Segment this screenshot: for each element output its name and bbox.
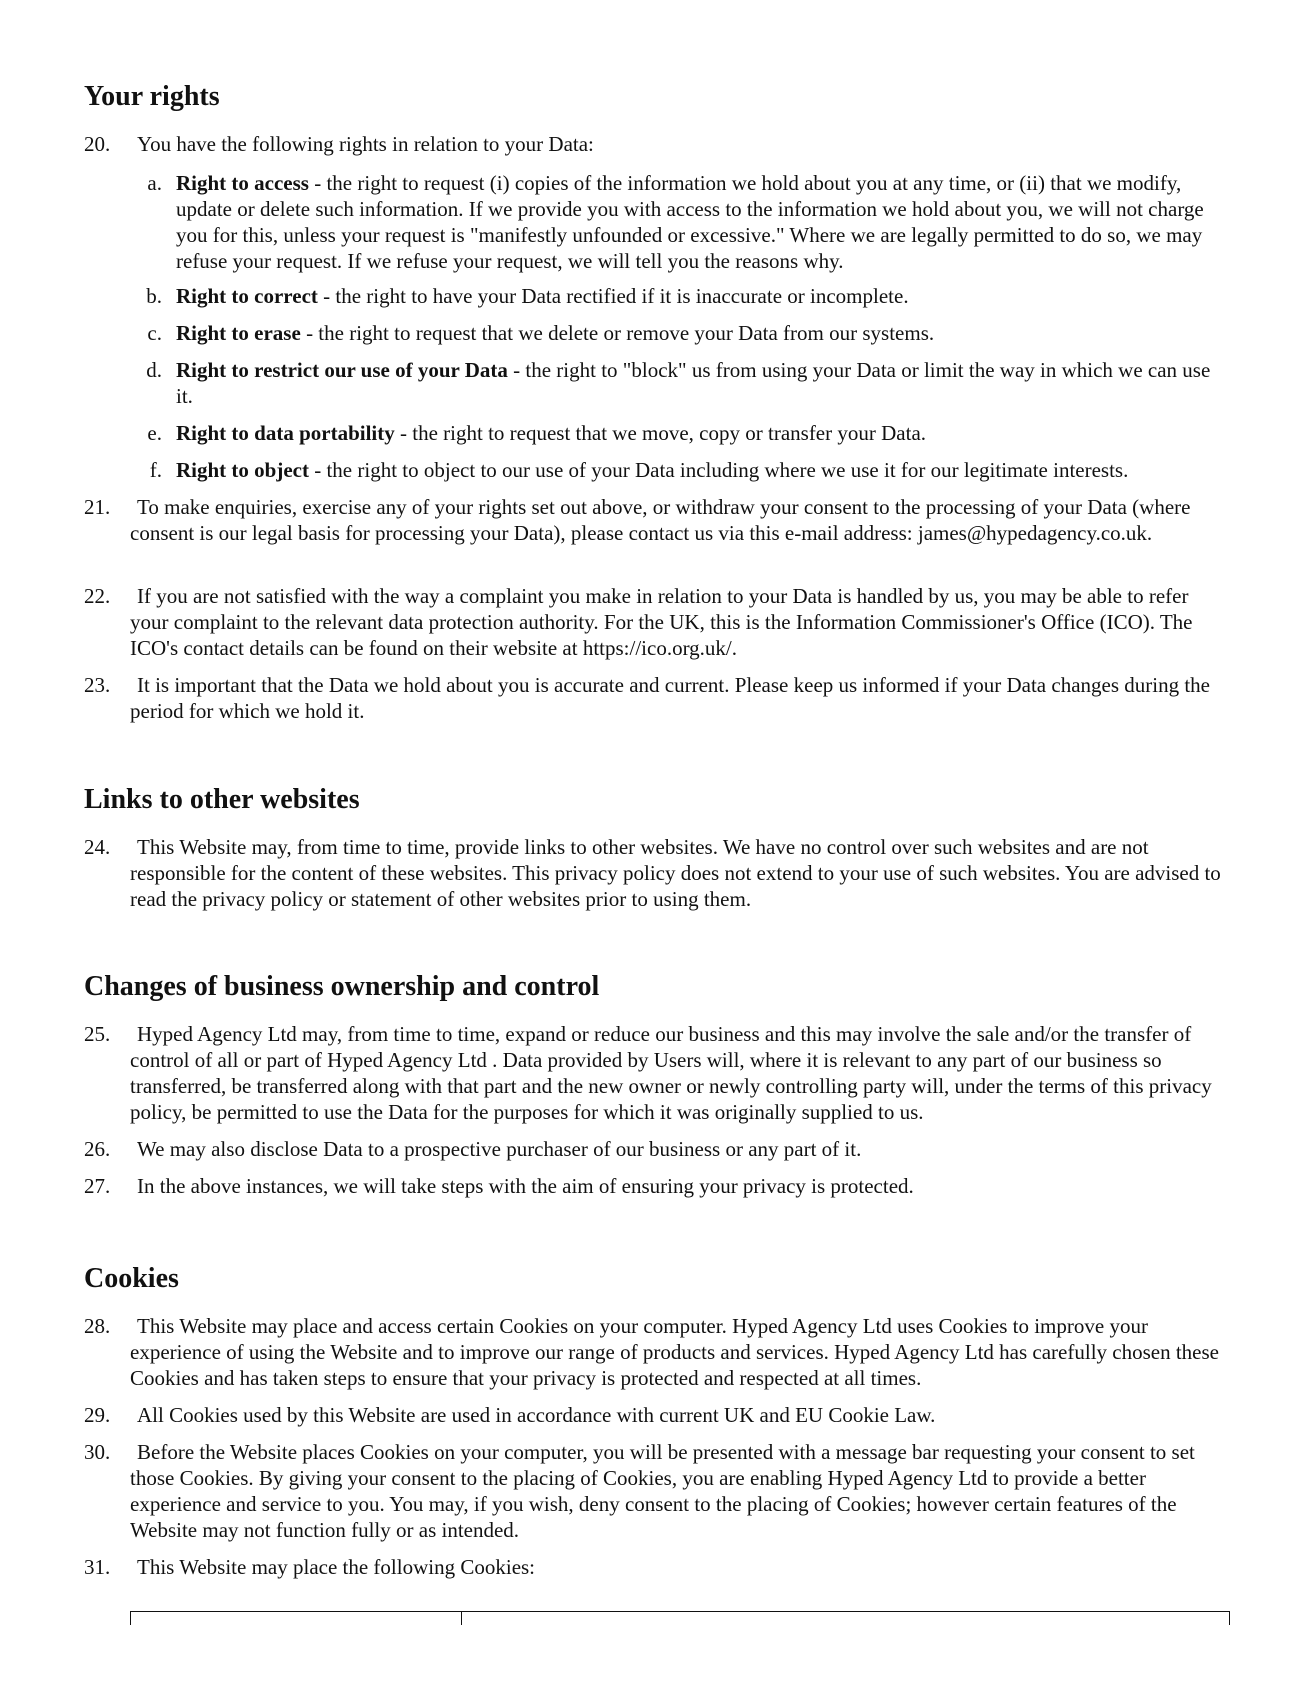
right-term: Right to object [176, 458, 309, 482]
right-to-portability-item [176, 420, 1221, 446]
right-term: Right to access [176, 171, 309, 195]
paragraph-22: If you are not satisfied with the way a complaint you make in relation to your Data is handled by us, you may be able to refer your complaint to the relevant data protection authority. For the UK, this is the Information Commissioner's Office (ICO). The ICO's contact details can be found on their website at https://ico.org.uk/. [130, 584, 1193, 660]
paragraph-27: In the above instances, we will take steps with the aim of ensuring your privacy is protected. [137, 1174, 914, 1198]
section-heading-cookies: Cookies [84, 1263, 179, 1294]
right-to-correct-item [176, 283, 1221, 309]
paragraph-number: 31. [84, 1555, 111, 1579]
list-item-letter: b. [146, 284, 162, 308]
section-heading-links: Links to other websites [84, 784, 360, 815]
right-term: Right to data portability [176, 421, 395, 445]
right-term: Right to correct [176, 284, 318, 308]
right-to-restrict-item [176, 357, 1221, 409]
right-to-object-item [176, 457, 1221, 483]
section-heading-your-rights: Your rights [84, 81, 220, 112]
paragraph-30: Before the Website places Cookies on your computer, you will be presented with a message bar requesting your consent to set those Cookies. By giving your consent to the placing of Cookies, you are enabling Hyped Agency Ltd to provide a better experience and service to you. You may, if you wish, deny consent to the placing of Cookies; however certain features of the Website may not function fully or as intended. [130, 1440, 1195, 1542]
right-description: - the right to request (i) copies of the information we hold about you at any time, or (ii) that we modify, update or delete such information. If we provide you with access to the information we hold about you, we will not charge you for this, unless your request is "manifestly unfounded or excessive." Where we are legally permitted to do so, we may refuse your request. If we refuse your request, we will tell you the reasons why. [176, 171, 1204, 273]
paragraph-29: All Cookies used by this Website are used in accordance with current UK and EU Cookie Law. [137, 1403, 936, 1427]
right-to-erase-item [176, 320, 1221, 346]
list-item-letter: e. [147, 421, 162, 445]
section-heading-ownership: Changes of business ownership and control [84, 971, 600, 1002]
cookies-table [130, 1611, 1230, 1625]
paragraph-number: 28. [84, 1314, 111, 1338]
right-description: - the right to request that we delete or remove your Data from our systems. [300, 321, 935, 345]
right-description: - the right to "block" us from using your Data or limit the way in which we can use it. [176, 358, 1211, 408]
paragraph-number: 23. [84, 673, 111, 697]
paragraph-24: This Website may, from time to time, provide links to other websites. We have no control over such websites and are not responsible for the content of these websites. This privacy policy does not extend to your use of such websites. You are advised to read the privacy policy or statement of other websites prior to using them. [130, 835, 1221, 911]
list-item-letter: c. [147, 321, 162, 345]
paragraph-number: 27. [84, 1174, 111, 1198]
paragraph-21: To make enquiries, exercise any of your rights set out above, or withdraw your consent to the processing of your Data (where consent is our legal basis for processing your Data), please contact us via this e-mail address: james@hypedagency.co.uk. [130, 495, 1191, 545]
paragraph-number: 30. [84, 1440, 111, 1464]
right-description: - the right to object to our use of your Data including where we use it for our legitimate interests. [308, 458, 1129, 482]
right-description: - the right to have your Data rectified if it is inaccurate or incomplete. [317, 284, 909, 308]
paragraph-28: This Website may place and access certain Cookies on your computer. Hyped Agency Ltd uses Cookies to improve your experience of using the Website and to improve our range of products and services. Hyped Agency Ltd has carefully chosen these Cookies and has taken steps to ensure that your privacy is protected and respected at all times. [130, 1314, 1219, 1390]
list-item-letter: d. [146, 358, 162, 382]
paragraph-31: This Website may place the following Cookies: [137, 1555, 536, 1579]
paragraph-number: 29. [84, 1403, 111, 1427]
list-item-letter: a. [147, 171, 162, 195]
list-item-letter: f. [149, 458, 162, 482]
paragraph-26: We may also disclose Data to a prospective purchaser of our business or any part of it. [137, 1137, 862, 1161]
paragraph-number: 20. [84, 132, 111, 156]
paragraph-number: 26. [84, 1137, 111, 1161]
right-description: - the right to request that we move, copy or transfer your Data. [394, 421, 927, 445]
right-term: Right to restrict our use of your Data [176, 358, 508, 382]
paragraph-25: Hyped Agency Ltd may, from time to time, expand or reduce our business and this may involve the sale and/or the transfer of control of all or part of Hyped Agency Ltd . Data provided by Users will, where it is relevant to any part of our business so transferred, be transferred along with that part and the new owner or newly controlling party will, under the terms of this privacy policy, be permitted to use the Data for the purposes for which it was originally supplied to us. [130, 1022, 1212, 1124]
paragraph-number: 22. [84, 584, 111, 608]
paragraph-20: You have the following rights in relation to your Data: [137, 132, 594, 156]
paragraph-number: 21. [84, 495, 111, 519]
paragraph-23: It is important that the Data we hold about you is accurate and current. Please keep us informed if your Data changes during the period for which we hold it. [130, 673, 1210, 723]
paragraph-number: 24. [84, 835, 111, 859]
right-term: Right to erase [176, 321, 301, 345]
right-to-access-item [176, 170, 1221, 274]
paragraph-number: 25. [84, 1022, 111, 1046]
table-column-divider [461, 1612, 462, 1625]
